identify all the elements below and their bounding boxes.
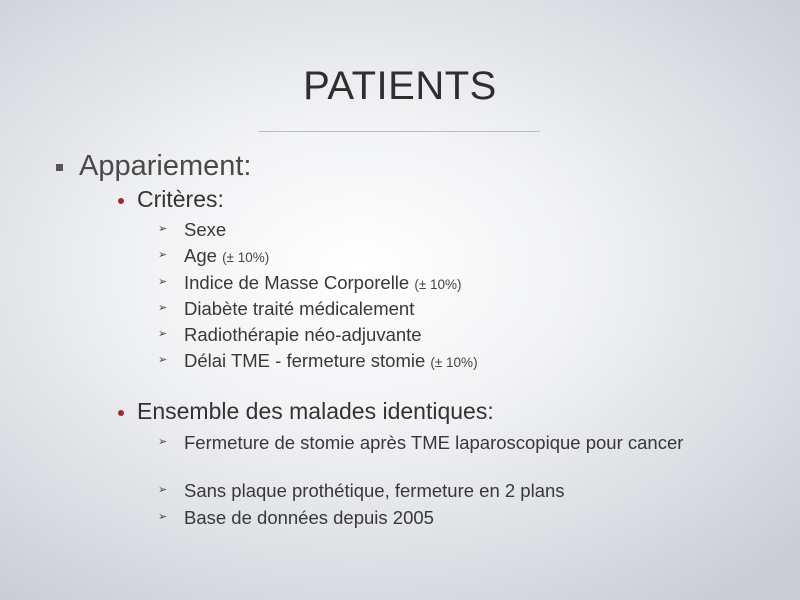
list-item-text: Base de données depuis 2005	[184, 507, 434, 528]
arrowhead-bullet-icon: ➢	[158, 354, 168, 366]
list-item-text: Sans plaque prothétique, fermeture en 2 plans	[184, 480, 565, 501]
arrowhead-bullet-icon: ➢	[158, 511, 168, 523]
square-bullet-icon	[56, 164, 63, 171]
bullet-ensemble	[118, 398, 494, 425]
list-item	[158, 272, 778, 295]
arrowhead-bullet-icon: ➢	[158, 328, 168, 340]
list-item-text: Fermeture de stomie après TME laparoscopique pour cancer	[184, 432, 684, 453]
arrowhead-bullet-icon: ➢	[158, 223, 168, 235]
list-item	[158, 245, 778, 268]
list-item	[158, 480, 778, 501]
bullet-text: Critères:	[137, 186, 224, 212]
list-item-text: Délai TME - fermeture stomie	[184, 350, 426, 371]
arrowhead-bullet-icon: ➢	[158, 249, 168, 261]
list-item	[158, 507, 778, 528]
list-item-note: (± 10%)	[222, 250, 270, 265]
bullet-appariement	[56, 150, 252, 183]
list-item-text: Age	[184, 245, 217, 266]
list-item	[158, 432, 758, 453]
list-item-text: Indice de Masse Corporelle	[184, 272, 410, 293]
red-dot-bullet-icon	[118, 410, 124, 416]
list-item-note: (± 10%)	[414, 277, 462, 292]
list-item	[158, 219, 778, 240]
arrowhead-bullet-icon: ➢	[158, 276, 168, 288]
bullet-criteres	[118, 186, 224, 213]
list-item-note: (± 10%)	[430, 355, 478, 370]
arrowhead-bullet-icon: ➢	[158, 436, 168, 448]
red-dot-bullet-icon	[118, 198, 124, 204]
list-item-text: Radiothérapie néo-adjuvante	[184, 324, 422, 345]
slide-title: PATIENTS	[303, 64, 497, 108]
bullet-text: Appariement:	[79, 150, 252, 182]
list-item	[158, 324, 778, 345]
arrowhead-bullet-icon: ➢	[158, 302, 168, 314]
bullet-text: Ensemble des malades identiques:	[137, 398, 494, 424]
arrowhead-bullet-icon: ➢	[158, 484, 168, 496]
list-item	[158, 350, 778, 373]
list-item-text: Sexe	[184, 219, 227, 240]
list-item	[158, 298, 778, 319]
list-item-text: Diabète traité médicalement	[184, 298, 415, 319]
title-divider	[258, 131, 540, 132]
